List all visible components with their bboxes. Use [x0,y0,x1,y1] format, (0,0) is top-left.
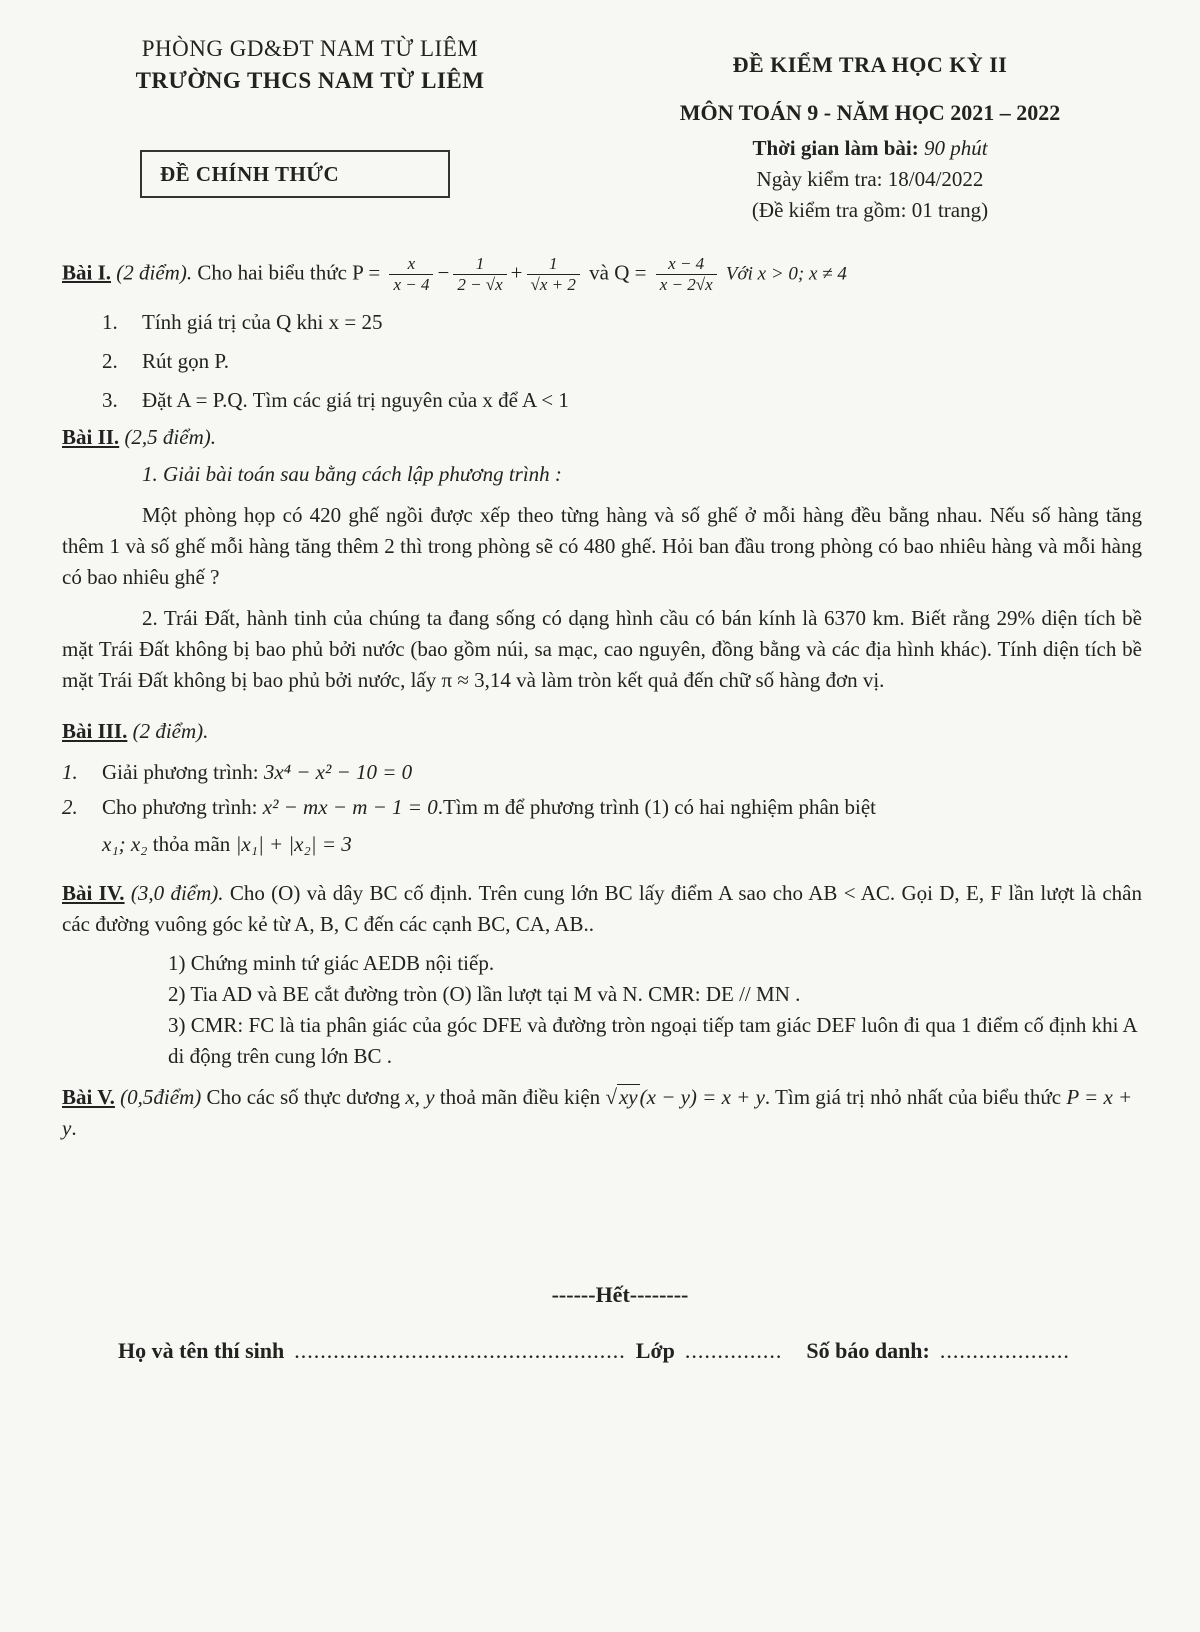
department-name: PHÒNG GD&ĐT NAM TỪ LIÊM [141,36,479,61]
bai1-points: (2 điểm). [116,260,193,285]
class-label: Lớp [635,1338,675,1363]
bai2-heading [62,422,1142,453]
bai4-item: 1) Chứng minh tứ giác AEDB nội tiếp. [168,951,495,975]
exam-date: Ngày kiểm tra: 18/04/2022 [756,167,984,191]
end-marker: ------Hết-------- [551,1282,689,1307]
bai1-intro: Cho hai biểu thức P = [197,260,381,285]
p-fraction-1: $\frac{x}{x - 4}$ [389,254,433,295]
official-label-box [140,150,450,198]
bai5-paragraph: Bài V. (0,5điểm) Cho các số thực dương x, y thoả mãn điều kiện √xy(x − y) = x + y. Tìm giá trị nhỏ nhất của biểu thức P = x + y. [62,1085,1133,1140]
q-fraction: $\frac{x - 4}{x - 2√x}$ [656,254,717,295]
header-left [60,36,560,94]
id-field: .................... [939,1338,1070,1363]
bai1-item: 1. Tính giá trị của Q khi x = 25 [102,310,383,334]
bai2-points: (2,5 điểm). [124,425,216,449]
subject-year: MÔN TOÁN 9 - NĂM HỌC 2021 – 2022 [679,100,1061,125]
bai4-points: (3,0 điểm). [130,881,224,905]
bai3-points: (2 điểm). [132,719,209,743]
footer [60,1282,1140,1364]
time-line [610,136,1130,161]
header-right [610,52,1130,223]
bai4-items [62,948,1142,1072]
bai2-sub1-text: Một phòng họp có 420 ghế ngồi được xếp theo từng hàng và số ghế ở mỗi hàng đều bằng nhau. Nếu số hàng tăng thêm 1 và số ghế mỗi hàng tăng thêm 2 thì trong phòng sẽ có 480 ghế. Hỏi ban đầu trong phòng có bao nhiêu hàng và mỗi hàng có bao nhiêu ghế ? [62,503,1142,589]
p-fraction-3: $\frac{1}{√x + 2}$ [527,254,580,295]
name-label: Họ và tên thí sinh [118,1338,285,1363]
official-label: ĐỀ CHÍNH THỨC [160,161,340,186]
bai4-title: Bài IV. [62,881,125,905]
bai3-title: Bài III. [62,719,128,743]
school-name: TRƯỜNG THCS NAM TỪ LIÊM [135,68,485,93]
bai1-item: 2. Rút gọn P. [102,349,229,373]
bai5-points: (0,5điểm) [120,1085,202,1109]
bai3-item-2: 2. Cho phương trình: x² − mx − m − 1 = 0.Tìm m để phương trình (1) có hai nghiệm phân biệt [62,795,877,819]
bai1-condition: Với x > 0; x ≠ 4 [725,263,847,285]
bai3-item-2-line2: x₁; x₂ thỏa mãn |x₁| + |x₂| = 3 [102,832,352,856]
name-field: ................................................... [294,1338,626,1363]
page-count: (Đề kiểm tra gồm: 01 trang) [751,198,989,222]
bai4-item: 2) Tia AD và BE cắt đường tròn (O) lần lượt tại M và N. CMR: DE // MN . [168,982,801,1006]
bai5-condition: √xy(x − y) = x + y [605,1085,765,1109]
bai2-sub1-heading: 1. Giải bài toán sau bằng cách lập phương trình : [142,462,562,486]
bai2-title: Bài II. [62,425,120,449]
bai1-heading: Bài I. (2 điểm). Cho hai biểu thức P = $\frac{x}{x - 4}$ − $\frac{1}{2 - √x}$ + $\frac{1}{√x + 2}$ và Q = $\frac{x - 4}{x - 2√x}$ Với x > 0; x ≠ 4 [62,254,847,294]
bai4-item: 3) CMR: FC là tia phân giác của góc DFE và đường tròn ngoại tiếp tam giác DEF luôn đi qua 1 điểm cố định khi A di động trên cung lớn BC . [168,1013,1137,1068]
bai5-title: Bài V. [62,1085,115,1109]
bai1-items [62,307,1142,416]
bai1-item: 3. Đặt A = P.Q. Tìm các giá trị nguyên của x để A < 1 [102,388,569,412]
bai2-sub2-text: 2. Trái Đất, hành tinh của chúng ta đang sống có dạng hình cầu có bán kính là 6370 km. Biết rằng 29% diện tích bề mặt Trái Đất không bị bao phủ bởi nước (bao gồm núi, sa mạc, cao nguyên, đồng bằng và các địa hình khác). Tính diện tích bề mặt Trái Đất không bị bao phủ bởi nước, lấy π ≈ 3,14 và làm tròn kết quả đến chữ số hàng đơn vị. [62,606,1142,692]
bai4-paragraph [62,878,1142,940]
exam-title: ĐỀ KIỂM TRA HỌC KỲ II [732,52,1008,77]
p-fraction-2: $\frac{1}{2 - √x}$ [453,254,506,295]
bai4-intro: Cho (O) và dây BC cố định. Trên cung lớn BC lấy điểm A sao cho AB < AC. Gọi D, E, F lần lượt là chân các đường vuông góc kẻ từ A, B, C đến các cạnh BC, CA, AB.. [62,881,1142,936]
time-label: Thời gian làm bài: [752,136,919,160]
id-label: Số báo danh: [806,1338,930,1363]
bai3-heading [62,716,1142,747]
bai1-title: Bài I. [62,260,112,285]
and-q: và Q = [589,260,647,285]
bai3-item-1: 1. Giải phương trình: 3x⁴ − x² − 10 = 0 [62,760,413,784]
student-info-line [60,1338,1140,1364]
time-value: 90 phút [923,136,988,160]
exam-content [62,254,1142,1144]
class-field: ............... [684,1338,783,1363]
